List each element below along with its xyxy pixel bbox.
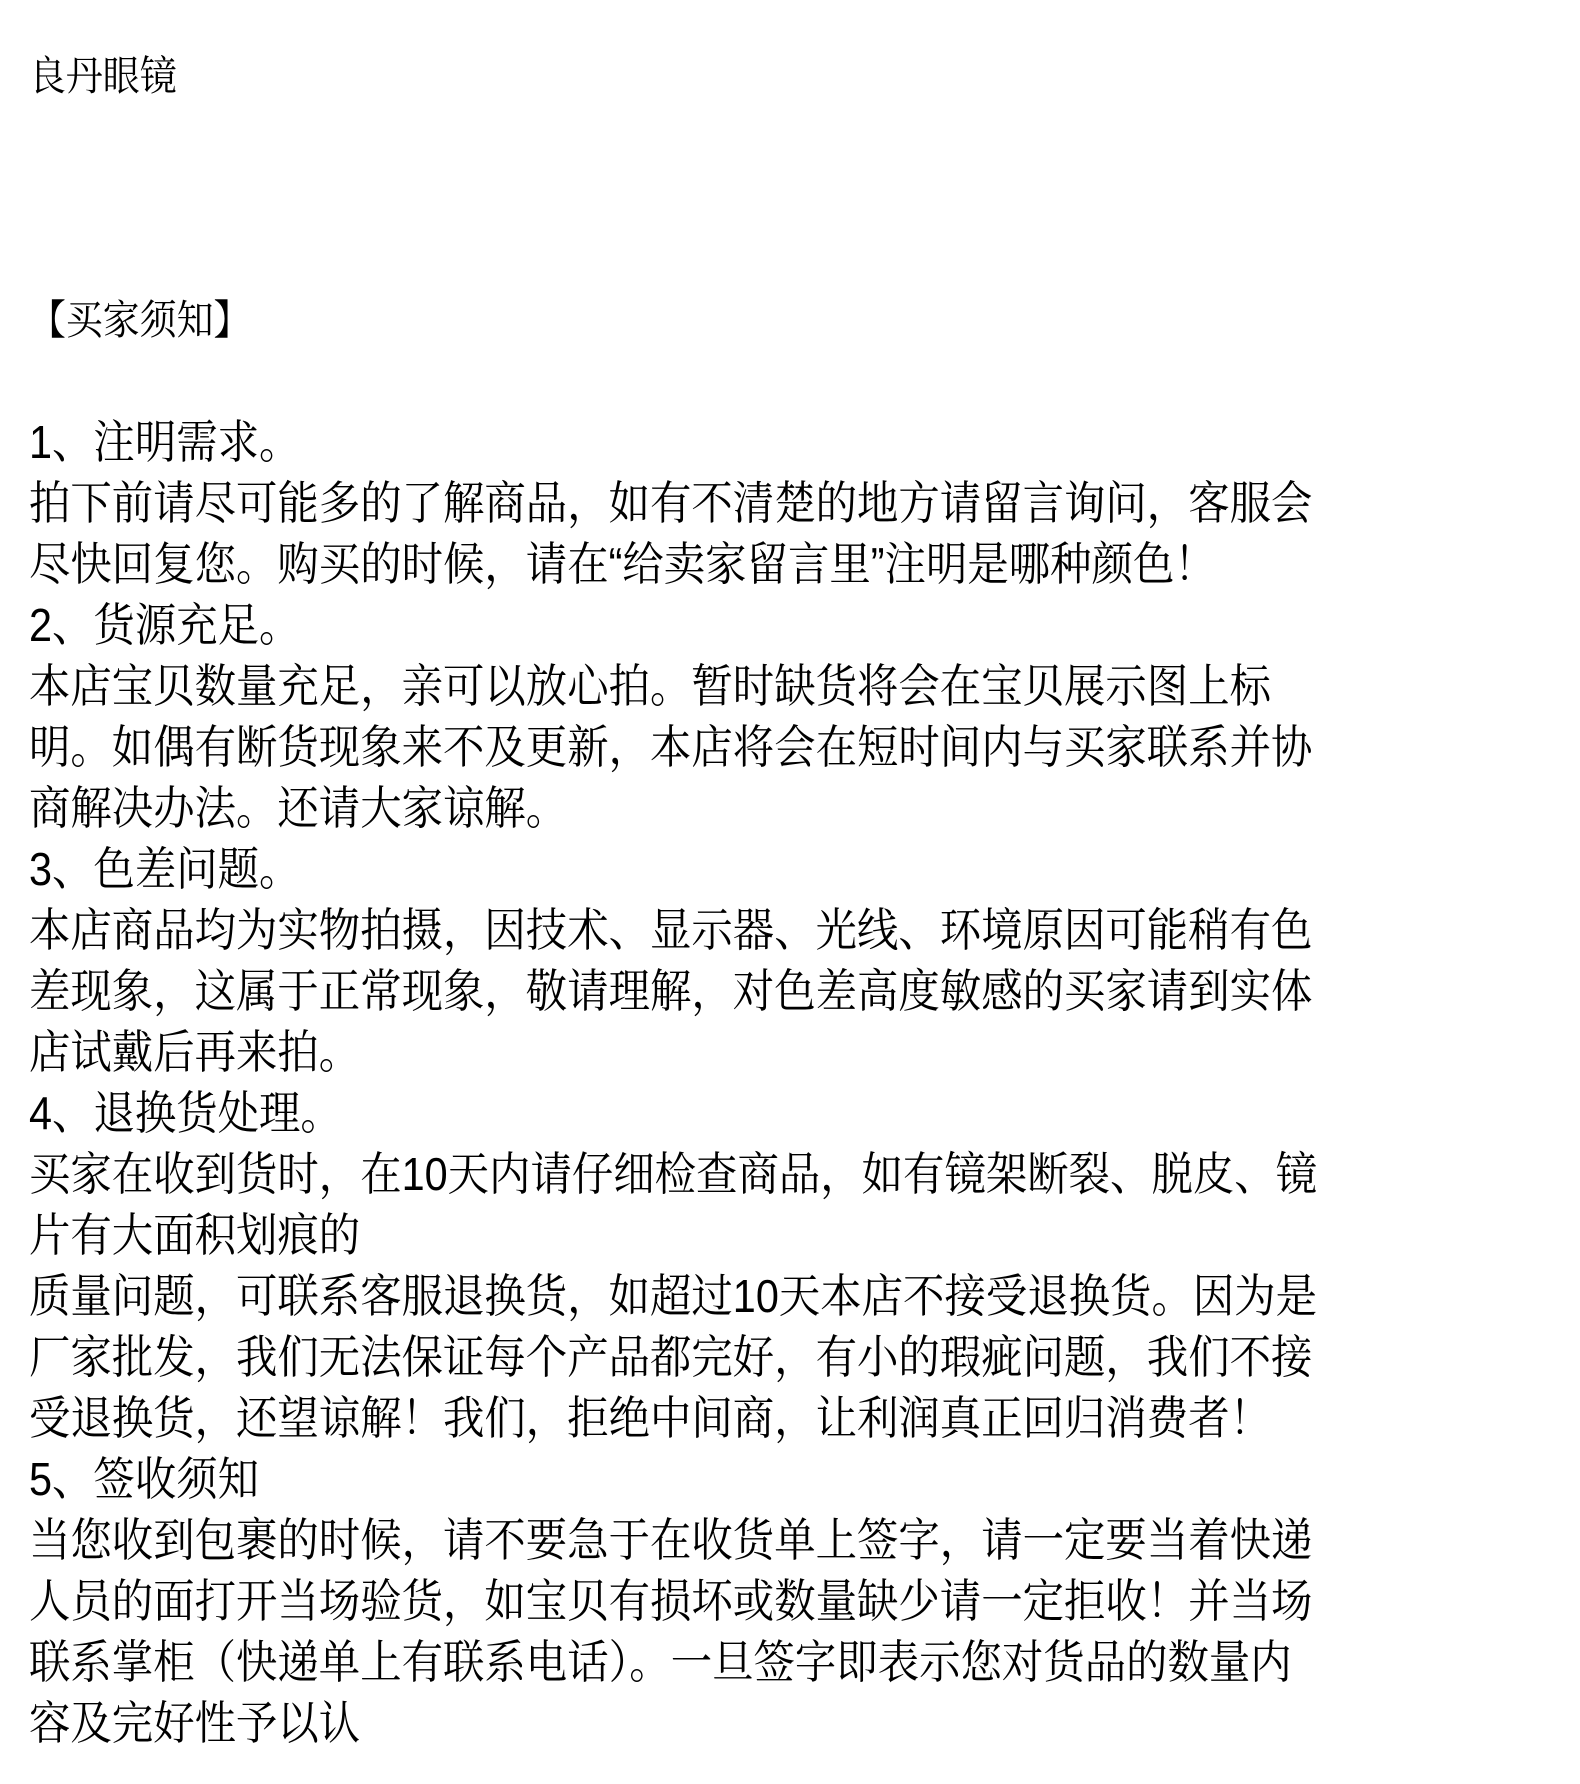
- notice-line: 片有大面积划痕的: [29, 1209, 361, 1261]
- notice-line: 店试戴后再来拍。: [29, 1026, 361, 1078]
- notice-line: 3、色差问题。: [29, 843, 301, 895]
- notice-line: 当您收到包裹的时候，请不要急于在收货单上签字，请一定要当着快递: [29, 1514, 1313, 1566]
- notice-line: 人员的面打开当场验货，如宝贝有损坏或数量缺少请一定拒收！并当场: [29, 1575, 1313, 1627]
- blank-line: [29, 168, 1398, 229]
- notice-line: 质量问题，可联系客服退换货，如超过10天本店不接受退换货。因为是: [29, 1270, 1318, 1322]
- notice-line: 买家在收到货时，在10天内请仔细检查商品，如有镜架断裂、脱皮、镜: [29, 1148, 1318, 1200]
- notice-line: 厂家批发，我们无法保证每个产品都完好，有小的瑕疵问题，我们不接: [29, 1331, 1313, 1383]
- notice-line: 明。如偶有断货现象来不及更新，本店将会在短时间内与买家联系并协: [29, 721, 1313, 773]
- notice-line: 受退换货，还望谅解！我们，拒绝中间商，让利润真正回归消费者！: [29, 1392, 1271, 1444]
- notice-line: 1、注明需求。: [29, 416, 301, 468]
- blank-line: [29, 107, 1398, 168]
- notice-line: 拍下前请尽可能多的了解商品，如有不清楚的地方请留言询问，客服会: [29, 477, 1313, 529]
- notice-line: 本店商品均为实物拍摄，因技术、显示器、光线、环境原因可能稍有色: [29, 904, 1313, 956]
- notice-text-block: [29, 46, 1550, 1754]
- notice-line: 尽快回复您。购买的时候，请在“给卖家留言里”注明是哪种颜色！: [29, 538, 1216, 590]
- notice-line: 5、签收须知: [29, 1453, 260, 1505]
- notice-line: 容及完好性予以认: [29, 1697, 361, 1749]
- notice-line: 差现象，这属于正常现象，敬请理解，对色差高度敏感的买家请到实体: [29, 965, 1313, 1017]
- notice-line: 4、退换货处理。: [29, 1087, 342, 1139]
- notice-line: 本店宝贝数量充足，亲可以放心拍。暂时缺货将会在宝贝展示图上标: [29, 660, 1271, 712]
- notice-line: 商解决办法。还请大家谅解。: [29, 782, 568, 834]
- notice-line: 2、货源充足。: [29, 599, 301, 651]
- blank-line: [29, 351, 1398, 412]
- store-name: 良丹眼镜: [29, 53, 177, 99]
- notice-line: 联系掌柜（快递单上有联系电话）。一旦签字即表示您对货品的数量内: [29, 1636, 1292, 1688]
- blank-line: [29, 229, 1398, 290]
- buyer-notice-heading: 【买家须知】: [29, 297, 251, 343]
